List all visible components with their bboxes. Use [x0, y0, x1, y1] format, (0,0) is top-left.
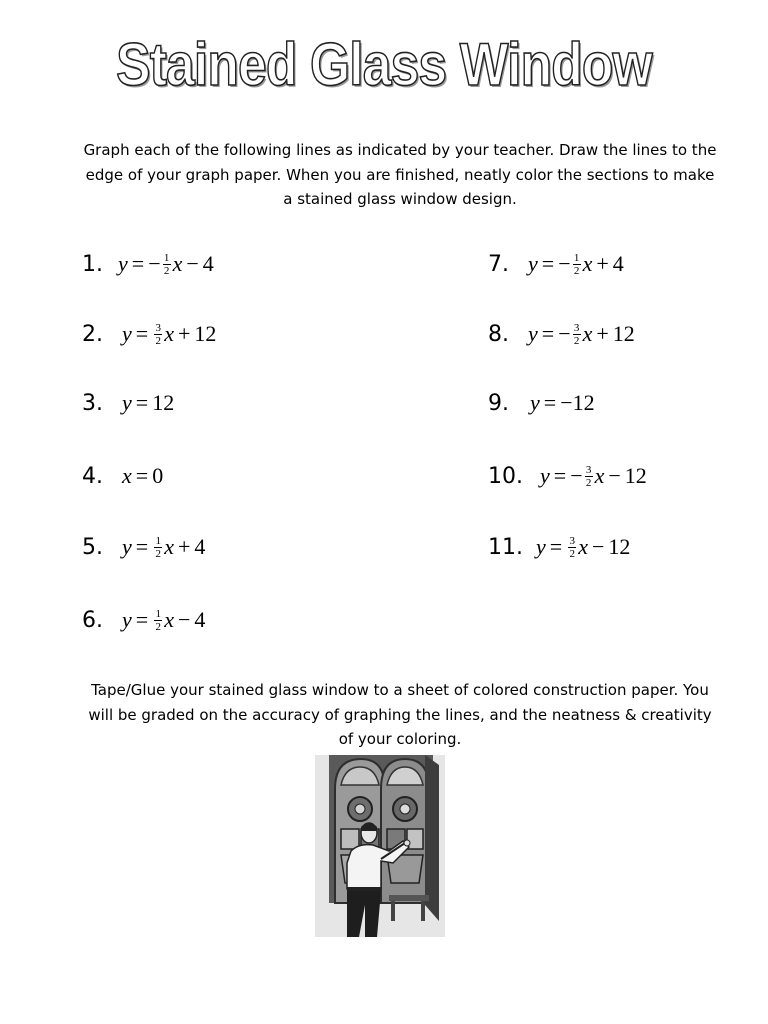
problem-number: 8. — [488, 321, 509, 347]
equation — [122, 321, 216, 347]
problem-6 — [82, 600, 205, 640]
problem-number: 11. — [488, 534, 523, 560]
equation-variable: y — [528, 251, 538, 276]
equation-constant: 12 — [194, 321, 217, 346]
equation-constant: 12 — [152, 390, 175, 415]
problem-11 — [488, 527, 630, 567]
equation-variable: x — [164, 607, 174, 632]
fraction-denominator: 2 — [573, 264, 580, 277]
equation-variable: y — [528, 321, 538, 346]
equation — [122, 607, 205, 633]
equation-constant: 4 — [202, 251, 214, 276]
operator: − — [591, 534, 605, 559]
fraction-numerator: 1 — [155, 607, 161, 620]
page-title: Stained Glass Window — [116, 31, 652, 98]
equation-variable: x — [582, 321, 593, 346]
equals-sign: = — [541, 251, 555, 276]
equation — [122, 534, 205, 560]
equation-constant: 0 — [152, 463, 164, 488]
fraction-denominator: 2 — [573, 334, 580, 347]
operator: + — [596, 251, 609, 276]
slope-fraction — [154, 536, 162, 559]
equation — [528, 321, 635, 347]
slope-fraction — [154, 609, 162, 632]
equals-sign: = — [541, 321, 555, 346]
fraction-denominator: 2 — [569, 547, 575, 560]
fraction-numerator: 3 — [569, 534, 575, 547]
problem-number: 1. — [82, 251, 103, 277]
equation-variable: y — [530, 390, 540, 415]
equation-variable: x — [582, 251, 593, 276]
problem-number: 9. — [488, 390, 509, 416]
operator: + — [177, 321, 191, 346]
equation-constant: 12 — [608, 534, 631, 559]
operator: − — [608, 463, 621, 488]
problem-9 — [488, 383, 595, 423]
equation — [122, 463, 163, 489]
slope-fraction — [585, 465, 593, 488]
fraction-numerator: 1 — [163, 251, 170, 264]
slope-fraction — [163, 253, 171, 276]
fraction-denominator: 2 — [585, 476, 592, 489]
equation — [118, 251, 214, 277]
operator: + — [596, 321, 609, 346]
equals-sign: = — [549, 534, 563, 559]
problem-1 — [82, 244, 214, 284]
equation-variable: x — [172, 251, 183, 276]
fraction-denominator: 2 — [155, 334, 161, 347]
equation-variable: y — [122, 390, 132, 415]
equals-sign: = — [135, 390, 149, 415]
problem-10 — [488, 456, 647, 496]
equation — [528, 251, 624, 277]
equation-variable: x — [578, 534, 588, 559]
slope-fraction — [573, 253, 581, 276]
equation-variable: y — [122, 607, 132, 632]
equation-constant: −12 — [560, 390, 595, 415]
problem-7 — [488, 244, 624, 284]
equation-constant: 4 — [194, 607, 206, 632]
equation-variable: x — [164, 321, 174, 346]
equals-sign: = — [553, 463, 567, 488]
equation — [122, 390, 174, 416]
slope-fraction — [573, 323, 581, 346]
problem-number: 7. — [488, 251, 509, 277]
equation-variable: y — [122, 534, 132, 559]
closing-paragraph: Tape/Glue your stained glass window to a sheet of colored construction paper. You will be graded on the accuracy of graphing the lines, and the neatness & creativity of your coloring. — [88, 681, 712, 748]
coefficient-sign: − — [558, 321, 571, 346]
equation — [540, 463, 647, 489]
equation-variable: y — [122, 321, 132, 346]
coefficient-sign: − — [148, 251, 161, 276]
fraction-denominator: 2 — [155, 620, 161, 633]
fraction-denominator: 2 — [155, 547, 161, 560]
coefficient-sign: − — [558, 251, 571, 276]
equals-sign: = — [543, 390, 557, 415]
equation-variable: y — [536, 534, 546, 559]
equation-variable: x — [164, 534, 174, 559]
fraction-numerator: 1 — [573, 251, 580, 264]
operator: − — [186, 251, 199, 276]
operator: + — [177, 534, 191, 559]
fraction-numerator: 1 — [155, 534, 161, 547]
fraction-numerator: 3 — [573, 321, 580, 334]
problem-4 — [82, 456, 163, 496]
fraction-numerator: 3 — [585, 463, 592, 476]
fraction-denominator: 2 — [163, 264, 170, 277]
equation-variable: x — [594, 463, 605, 488]
slope-fraction — [568, 536, 576, 559]
problem-number: 6. — [82, 607, 103, 633]
equals-sign: = — [135, 321, 149, 346]
equation-constant: 4 — [612, 251, 624, 276]
problem-number: 10. — [488, 463, 523, 489]
fraction-numerator: 3 — [155, 321, 161, 334]
problem-2 — [82, 314, 216, 354]
equation-variable: y — [118, 251, 128, 276]
equals-sign: = — [131, 251, 145, 276]
stained-glass-worker-icon — [315, 755, 445, 937]
equation-variable: y — [540, 463, 550, 488]
problem-3 — [82, 383, 174, 423]
equation — [536, 534, 630, 560]
coefficient-sign: − — [570, 463, 583, 488]
problem-5 — [82, 527, 205, 567]
problem-number: 5. — [82, 534, 103, 560]
slope-fraction — [154, 323, 162, 346]
equation-variable: x — [122, 463, 132, 488]
equation-constant: 12 — [624, 463, 647, 488]
equals-sign: = — [135, 463, 149, 488]
instructions-paragraph: Graph each of the following lines as indicated by your teacher. Draw the lines to the edge of your graph paper. When you are finished, neatly color the sections to make a stained glass window design. — [83, 141, 717, 208]
problem-number: 2. — [82, 321, 103, 347]
equals-sign: = — [135, 534, 149, 559]
problem-number: 4. — [82, 463, 103, 489]
operator: − — [177, 607, 191, 632]
equation-constant: 12 — [612, 321, 635, 346]
equation — [530, 390, 595, 416]
problem-number: 3. — [82, 390, 103, 416]
equals-sign: = — [135, 607, 149, 632]
problem-8 — [488, 314, 635, 354]
equation-constant: 4 — [194, 534, 206, 559]
